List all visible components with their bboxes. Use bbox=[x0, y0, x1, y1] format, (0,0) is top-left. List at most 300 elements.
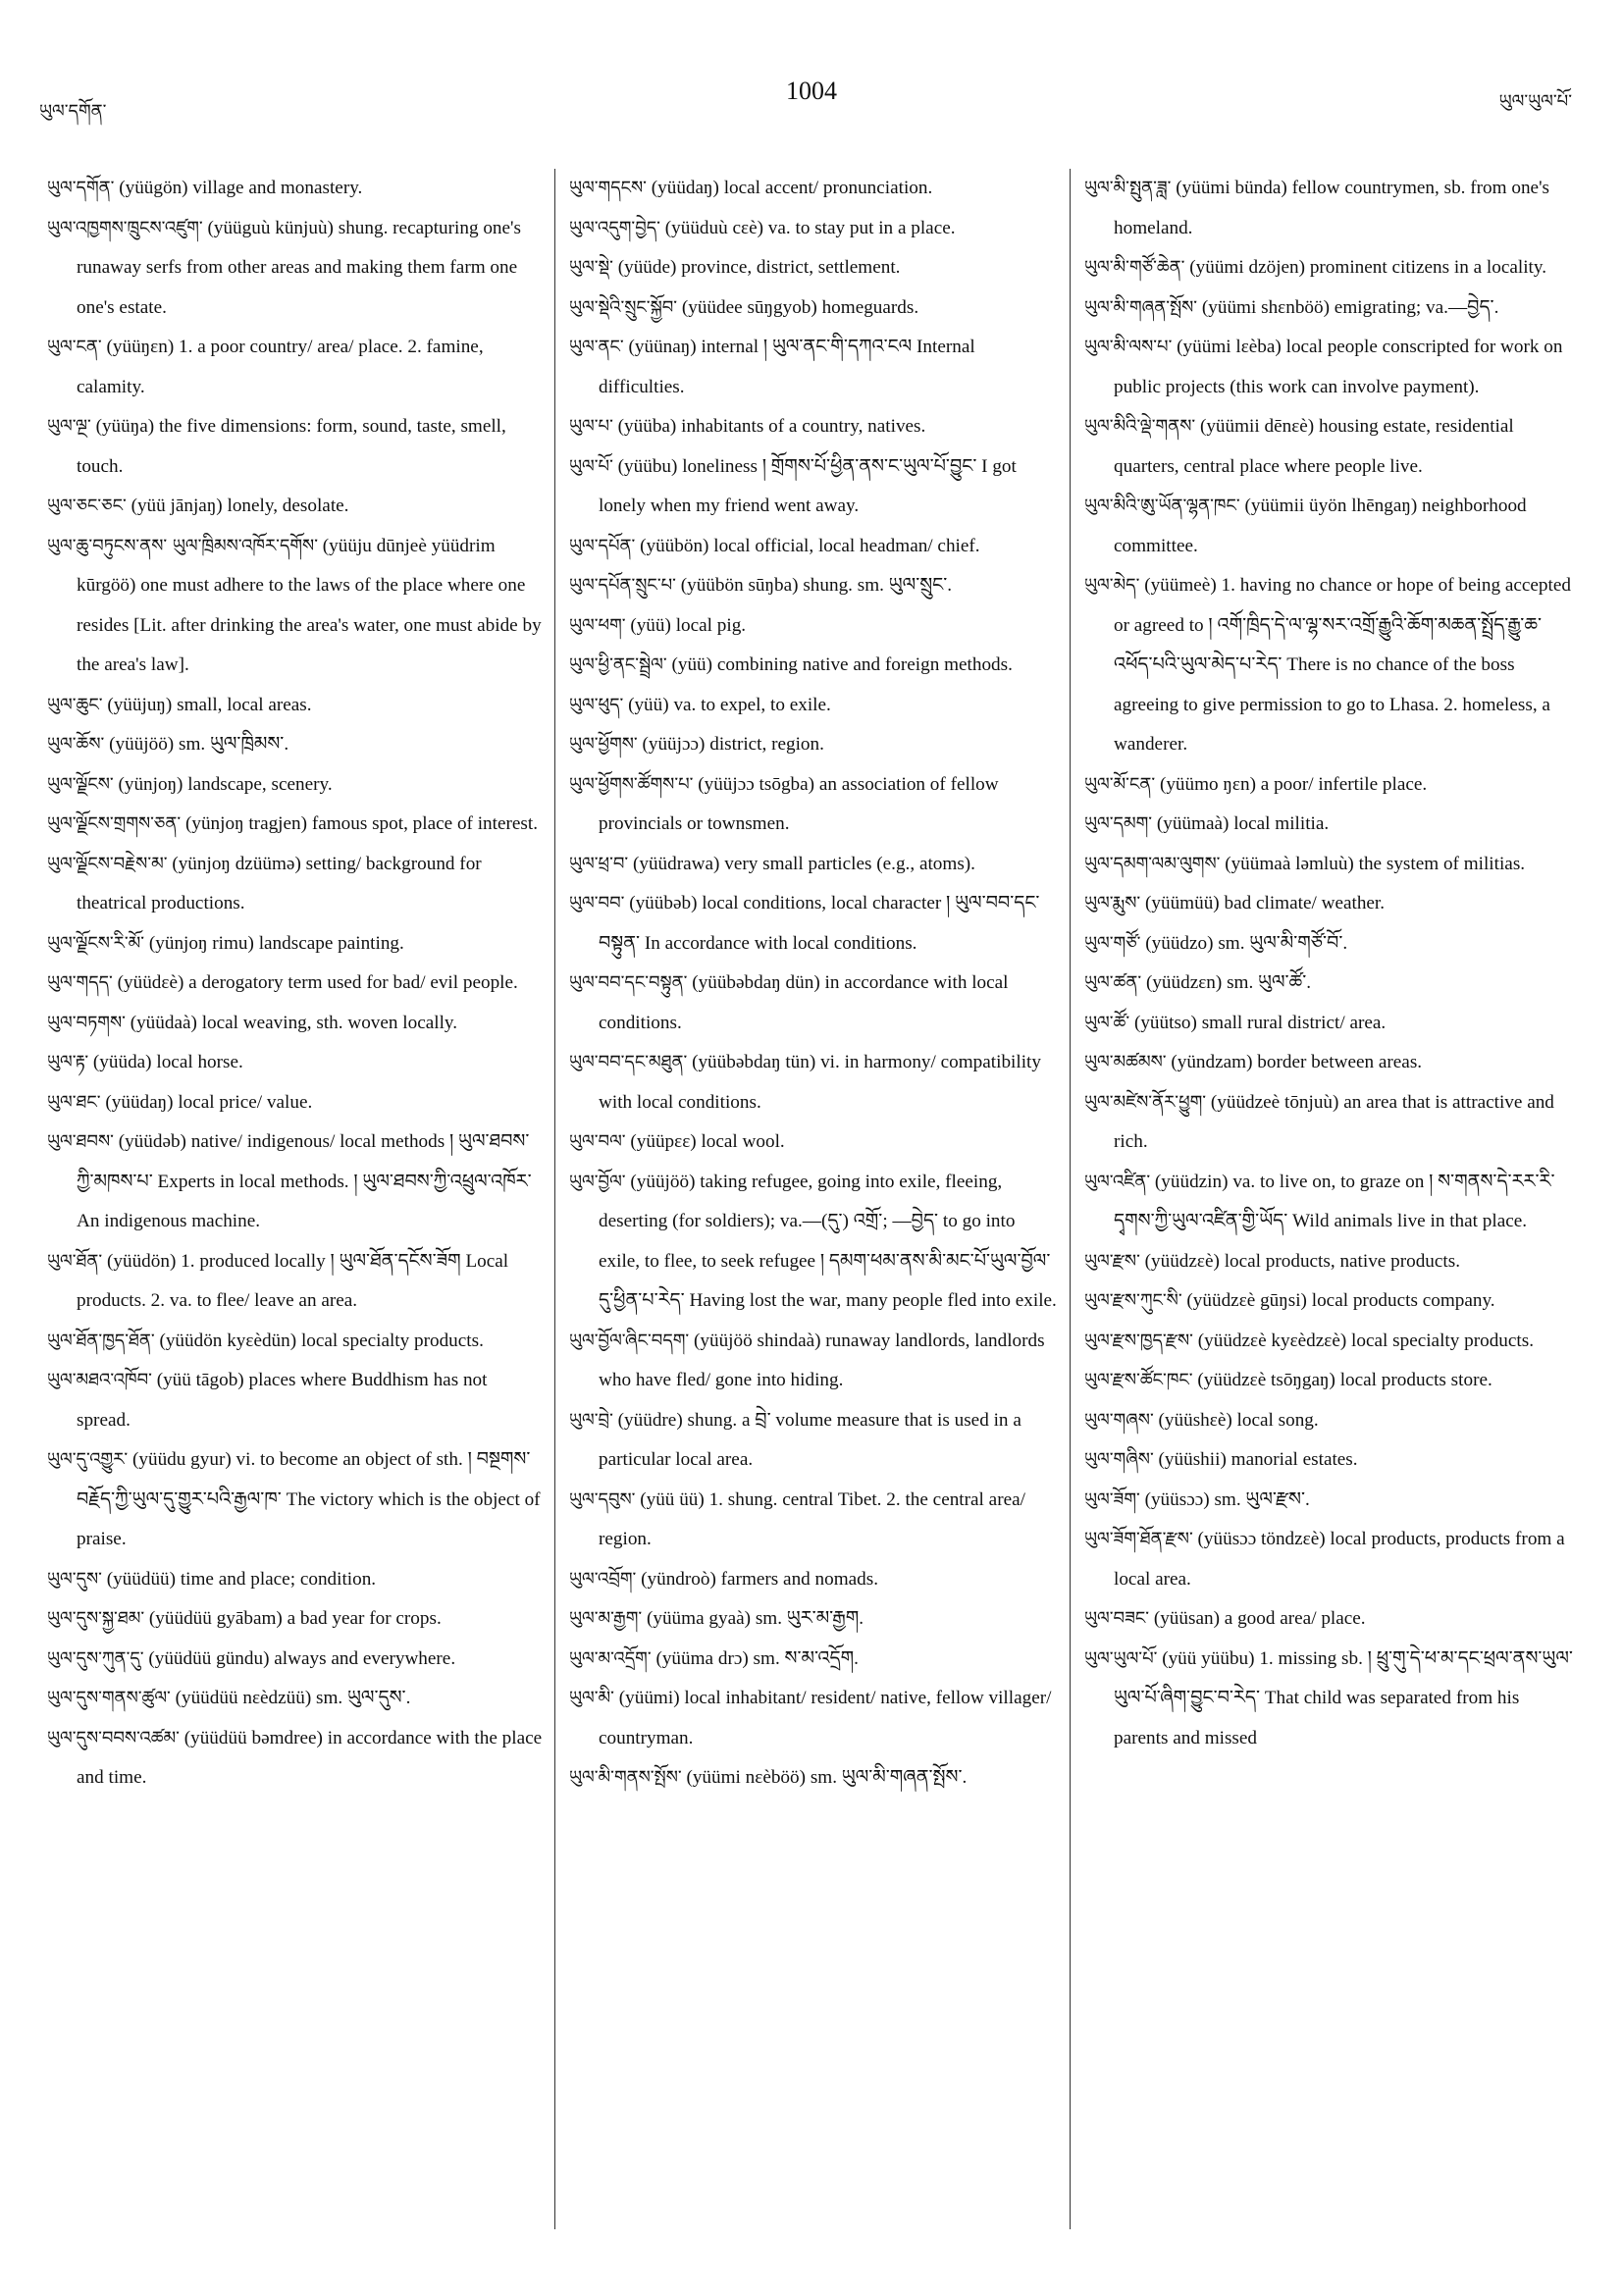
entry-headword-tibetan: ཡུལ་དམག་ལམ་ལུགས་ bbox=[1084, 853, 1221, 874]
dictionary-entry bbox=[1084, 1322, 1575, 1362]
entry-romanization: (yüümi lɛèba) bbox=[1177, 337, 1282, 357]
dictionary-entry bbox=[47, 1322, 545, 1362]
entry-headword-tibetan: ཡུལ་དམག་ bbox=[1084, 813, 1153, 834]
entry-romanization: (yüüdzɛè) bbox=[1144, 1250, 1220, 1272]
entry-romanization: (yüüduù cɛè) bbox=[664, 217, 763, 238]
entry-headword-tibetan: ཡུལ་དུས་སྐྱ་ཐམ་ bbox=[47, 1608, 145, 1629]
dictionary-entry bbox=[569, 725, 1060, 765]
dictionary-entry bbox=[47, 169, 545, 209]
entry-romanization: (yüüda) bbox=[92, 1052, 152, 1072]
entry-headword-tibetan: ཡུལ་རྫས་ཁྱད་རྫས་ bbox=[1084, 1330, 1193, 1351]
entry-headword-tibetan: ཡུལ་ལྗོངས་གྲགས་ཅན་ bbox=[47, 813, 182, 834]
entry-headword-tibetan: ཡུལ་འཛིན་ bbox=[1084, 1171, 1151, 1192]
entry-headword-tibetan: ཡུལ་རྟ་ bbox=[47, 1052, 89, 1072]
dictionary-entry bbox=[1084, 1520, 1575, 1599]
entry-romanization: (yüü üü) bbox=[640, 1488, 705, 1510]
dictionary-entry bbox=[569, 288, 1060, 329]
dictionary-entry bbox=[47, 1599, 545, 1640]
dictionary-entry bbox=[569, 1481, 1060, 1560]
entry-headword-tibetan: ཡུལ་ཆུ་བཏུངས་ནས་ ཡུལ་ཁྲིམས་འཁོར་དགོས་ bbox=[47, 535, 318, 556]
entry-definition: sm. ཡུར་མ་རྒྱག. bbox=[755, 1608, 864, 1629]
entry-definition: shung. recapturing one's runaway serfs from other areas and making them farm one one's estate. bbox=[77, 217, 521, 318]
entry-romanization: (yüü tāgob) bbox=[156, 1370, 244, 1390]
dictionary-entry bbox=[1084, 328, 1575, 407]
entry-headword-tibetan: ཡུལ་གདངས་ bbox=[569, 178, 647, 198]
column-1 bbox=[39, 169, 554, 2229]
entry-headword-tibetan: ཡུལ་དུ་འགྱུར་ bbox=[47, 1449, 129, 1470]
dictionary-entry bbox=[1084, 1361, 1575, 1401]
dictionary-entry bbox=[47, 1719, 545, 1799]
entry-headword-tibetan: ཡུལ་ཆུང་ bbox=[47, 694, 103, 715]
entry-definition: village and monastery. bbox=[192, 178, 363, 198]
entry-romanization: (yüüju dūnjeè yüüdrim kūrgöö) bbox=[77, 535, 496, 596]
entry-definition: taking refugee, going into exile, fleeing, deserting (for soldiers); va.—(དུ་) འགྲོ་; —བྱེད་ to go into exile, to flee, to seek refugee ། དམག་ཕམ་ནས་མི་མང་པོ་ཡུལ་བྱོལ་དུ་ཕྱིན་པ་རེད་ Having lost the war, many people fled into exile. bbox=[599, 1171, 1057, 1311]
dictionary-entry bbox=[47, 765, 545, 806]
entry-romanization: (yüüdəb) bbox=[118, 1131, 186, 1152]
entry-headword-tibetan: ཡུལ་མིའི་ལྡེ་གནས་ bbox=[1084, 416, 1196, 437]
entry-definition: va. to stay put in a place. bbox=[767, 217, 956, 238]
entry-definition: local wool. bbox=[701, 1131, 785, 1152]
entry-definition: one must adhere to the laws of the place where one resides [Lit. after drinking the area's water, one must abide by the area's law]. bbox=[77, 575, 542, 675]
entry-headword-tibetan: ཡུལ་པ་ bbox=[569, 416, 613, 437]
dictionary-entry bbox=[1084, 487, 1575, 566]
entry-definition: inhabitants of a country, natives. bbox=[681, 416, 926, 437]
entry-romanization: (yüübön) bbox=[640, 535, 709, 556]
dictionary-entry bbox=[569, 964, 1060, 1043]
entry-definition: prominent citizens in a locality. bbox=[1309, 257, 1547, 278]
entry-headword-tibetan: ཡུལ་ཕྱི་ནང་སྦྲེལ་ bbox=[569, 654, 667, 675]
header-right-headword: ཡུལ་ཡུལ་པོ་ bbox=[1498, 91, 1572, 112]
dictionary-entry bbox=[569, 646, 1060, 686]
entry-romanization: (yüüdzo) bbox=[1145, 932, 1214, 954]
entry-definition: local products, products from a local area. bbox=[1114, 1529, 1565, 1590]
entry-romanization: (yüümii üyön lhēngaŋ) bbox=[1244, 496, 1418, 516]
dictionary-entry bbox=[1084, 169, 1575, 248]
column-3 bbox=[1070, 169, 1585, 2229]
dictionary-entry bbox=[569, 1122, 1060, 1163]
entry-definition: va. to live on, to graze on ། ས་གནས་དེ་རར་རི་དྭགས་ཀྱི་ཡུལ་འཛིན་གྱི་ཡོད་ Wild animals live in that place. bbox=[1114, 1171, 1555, 1231]
entry-headword-tibetan: ཡུལ་བཟང་ bbox=[1084, 1608, 1150, 1629]
entry-definition: always and everywhere. bbox=[274, 1647, 456, 1669]
dictionary-entry bbox=[47, 328, 545, 407]
entry-romanization: (yüüpɛɛ) bbox=[630, 1131, 697, 1152]
entry-romanization: (yüüdzɛè tsōŋgaŋ) bbox=[1197, 1370, 1335, 1390]
entry-definition: emigrating; va.—བྱེད་. bbox=[1334, 296, 1499, 318]
entry-headword-tibetan: ཡུལ་རྨུས་ bbox=[1084, 893, 1141, 913]
entry-definition: sm. ཡུལ་དུས་. bbox=[316, 1688, 411, 1708]
dictionary-entry bbox=[1084, 1281, 1575, 1322]
entry-romanization: (yüüdu gyur) bbox=[132, 1449, 232, 1470]
entry-definition: landscape, scenery. bbox=[187, 773, 333, 795]
dictionary-entry bbox=[1084, 288, 1575, 329]
entry-definition: runaway landlords, landlords who have fled/ gone into hiding. bbox=[599, 1330, 1045, 1390]
entry-headword-tibetan: ཡུལ་བལ་ bbox=[569, 1131, 626, 1152]
entry-headword-tibetan: ཡུལ་ཕྱོགས་ bbox=[569, 734, 638, 755]
entry-romanization: (yüümii dēnɛè) bbox=[1199, 416, 1315, 437]
entry-romanization: (yüübön sūŋba) bbox=[680, 575, 799, 596]
entry-definition: local song. bbox=[1236, 1409, 1319, 1431]
entry-headword-tibetan: ཡུལ་འདུག་བྱེད་ bbox=[569, 217, 660, 238]
entry-romanization: (yüüma gyaà) bbox=[646, 1608, 752, 1629]
dictionary-entry bbox=[1084, 1242, 1575, 1282]
entry-romanization: (yüümi) bbox=[618, 1688, 680, 1708]
entry-definition: housing estate, residential quarters, central place where people live. bbox=[1114, 416, 1514, 477]
dictionary-entry bbox=[47, 924, 545, 965]
entry-romanization: (yüüdaŋ) bbox=[105, 1091, 174, 1113]
dictionary-entry bbox=[1084, 964, 1575, 1004]
entry-headword-tibetan: ཡུལ་མི་ལས་པ་ bbox=[1084, 337, 1173, 357]
entry-definition: local pig. bbox=[675, 614, 747, 636]
dictionary-entry bbox=[47, 1640, 545, 1680]
entry-romanization: (yüütso) bbox=[1133, 1012, 1197, 1033]
header-left-headword: ཡུལ་དགོན་ bbox=[39, 101, 107, 122]
entry-headword-tibetan: ཡུལ་འབྲོག་ bbox=[569, 1568, 637, 1590]
dictionary-entry bbox=[1084, 1599, 1575, 1640]
entry-romanization: (yüümeè) bbox=[1144, 575, 1217, 596]
entry-headword-tibetan: ཡུལ་མ་རྒྱག་ bbox=[569, 1608, 643, 1629]
entry-headword-tibetan: ཡུལ་གཞས་ bbox=[1084, 1409, 1154, 1431]
entry-definition: landscape painting. bbox=[258, 932, 404, 954]
entry-definition: local accent/ pronunciation. bbox=[723, 178, 933, 198]
entry-definition: bad climate/ weather. bbox=[1224, 893, 1386, 913]
dictionary-entry bbox=[569, 566, 1060, 606]
page-number: 1004 bbox=[786, 77, 837, 105]
dictionary-entry bbox=[1084, 1083, 1575, 1163]
entry-romanization: (yüüsɔɔ) bbox=[1144, 1488, 1210, 1510]
entry-headword-tibetan: ཡུལ་རྫས་ bbox=[1084, 1250, 1140, 1272]
entry-definition: local products, native products. bbox=[1224, 1250, 1460, 1272]
entry-romanization: (yüü yüübu) bbox=[1162, 1647, 1255, 1669]
entry-definition: sm. ཡུལ་ཁྲིམས་. bbox=[178, 734, 289, 755]
entry-headword-tibetan: ཡུལ་མཐའ་འཁོབ་ bbox=[47, 1370, 152, 1390]
entry-headword-tibetan: ཡུལ་ལྗོངས་ bbox=[47, 773, 114, 795]
entry-headword-tibetan: ཡུལ་བབ་དང་མཐུན་ bbox=[569, 1052, 688, 1072]
entry-definition: a derogatory term used for bad/ evil people. bbox=[188, 972, 518, 993]
dictionary-entry bbox=[1084, 1481, 1575, 1521]
entry-headword-tibetan: ཡུལ་ལྗོངས་རི་མོ་ bbox=[47, 932, 145, 954]
dictionary-entry bbox=[47, 1043, 545, 1083]
dictionary-entry bbox=[47, 725, 545, 765]
entry-definition: homeguards. bbox=[821, 296, 919, 318]
dictionary-entry bbox=[47, 1242, 545, 1322]
entry-definition: sm. ཡུལ་ཚོ་. bbox=[1227, 972, 1312, 993]
entry-headword-tibetan: ཡུལ་ཕུད་ bbox=[569, 694, 624, 715]
entry-romanization: (yüümo ŋɛn) bbox=[1159, 773, 1256, 795]
entry-romanization: (yüü) bbox=[630, 614, 671, 636]
dictionary-entry bbox=[569, 328, 1060, 407]
entry-headword-tibetan: ཡུལ་མིའི་ཨུ་ཡོན་ལྷན་ཁང་ bbox=[1084, 496, 1240, 516]
entry-romanization: (yüüdüü gündu) bbox=[148, 1647, 270, 1669]
entry-headword-tibetan: ཡུལ་ནང་ bbox=[569, 337, 624, 357]
entry-headword-tibetan: ཡུལ་མཚམས་ bbox=[1084, 1052, 1167, 1072]
entry-definition: loneliness ། གྲོགས་པོ་ཕྱིན་ནས་ང་ཡུལ་པོ་བྱུང་ I got lonely when my friend went away. bbox=[599, 455, 1017, 516]
entry-headword-tibetan: ཡུལ་གདད་ bbox=[47, 972, 113, 993]
entry-romanization: (yüüdaŋ) bbox=[651, 178, 719, 198]
entry-definition: local people conscripted for work on public projects (this work can involve payment). bbox=[1114, 337, 1563, 397]
entry-headword-tibetan: ཡུལ་མི་སྤུན་ཟླ་ bbox=[1084, 178, 1172, 198]
entry-headword-tibetan: ཡུལ་དཔོན་སྲུང་པ་ bbox=[569, 575, 676, 596]
dictionary-entry bbox=[569, 884, 1060, 964]
entry-definition: 1. having no chance or hope of being accepted or agreed to ། འགོ་ཁྲིད་དེ་ལ་ལྷ་སར་འགྲོ་རྒྱུའི་ཆོག་མཆན་སྤྲོད་རྒྱུ་ཆ་འཕོད་པའི་ཡུལ་མེད་པ་རེད་ There is no chance of the boss agreeing to give permission to go to Lhasa. 2. homeless, a wanderer. bbox=[1114, 575, 1571, 755]
entry-definition: the system of militias. bbox=[1358, 853, 1526, 874]
entry-headword-tibetan: ཡུལ་ཐོན་ཁྱད་ཐོན་ bbox=[47, 1330, 155, 1351]
dictionary-entry bbox=[1084, 1440, 1575, 1481]
entry-romanization: (yüünaŋ) bbox=[628, 337, 697, 357]
entry-headword-tibetan: ཡུལ་ཟོག་ bbox=[1084, 1488, 1140, 1510]
entry-romanization: (yüüŋa) bbox=[95, 416, 155, 437]
entry-headword-tibetan: ཡུལ་ཐབས་ bbox=[47, 1131, 114, 1152]
entry-headword-tibetan: ཡུལ་མི་གཞན་སྤོས་ bbox=[1084, 296, 1198, 318]
entry-headword-tibetan: ཡུལ་ལྗོངས་བརྗེས་མ་ bbox=[47, 853, 168, 874]
entry-romanization: (yüüdzeè tōnjuù) bbox=[1210, 1091, 1339, 1113]
entry-definition: province, district, settlement. bbox=[681, 257, 901, 278]
entry-romanization: (yüüdɛè) bbox=[117, 972, 184, 993]
entry-headword-tibetan: ཡུལ་ལྔ་ bbox=[47, 416, 91, 437]
dictionary-entry bbox=[1084, 1640, 1575, 1759]
dictionary-entry bbox=[569, 1599, 1060, 1640]
entry-definition: time and place; condition. bbox=[180, 1568, 377, 1590]
entry-headword-tibetan: ཡུལ་ཚོ་ bbox=[1084, 1012, 1130, 1033]
entry-definition: local weaving, sth. woven locally. bbox=[201, 1012, 458, 1033]
entry-romanization: (yüübəb) bbox=[629, 893, 698, 913]
dictionary-entry bbox=[569, 248, 1060, 288]
dictionary-entry bbox=[569, 447, 1060, 527]
entry-definition: in accordance with local conditions. bbox=[599, 972, 1009, 1033]
entry-romanization: (yüümi dzöjen) bbox=[1189, 257, 1306, 278]
dictionary-entry bbox=[1084, 1163, 1575, 1242]
entry-headword-tibetan: ཡུལ་ཅང་ཅང་ bbox=[47, 496, 127, 516]
entry-romanization: (yüü jānjaŋ) bbox=[131, 496, 223, 516]
dictionary-entry bbox=[569, 845, 1060, 885]
entry-romanization: (yünjoŋ tragjen) bbox=[184, 813, 308, 834]
entry-definition: sm. ས་མ་འདྲོག. bbox=[753, 1647, 859, 1669]
entry-headword-tibetan: ཡུལ་མི་གནས་སྤོས་ bbox=[569, 1767, 682, 1788]
entry-headword-tibetan: ཡུལ་རྫས་ཚོང་ཁང་ bbox=[1084, 1370, 1193, 1390]
entry-romanization: (yüüsan) bbox=[1153, 1608, 1220, 1629]
dictionary-entry bbox=[1084, 884, 1575, 924]
dictionary-entry bbox=[569, 686, 1060, 726]
entry-headword-tibetan: ཡུལ་བབ་དང་བསྟུན་ bbox=[569, 972, 688, 993]
entry-romanization: (yüümaà ləmluù) bbox=[1225, 853, 1354, 874]
entry-headword-tibetan: ཡུལ་དུས་གནས་ཚུལ་ bbox=[47, 1688, 171, 1708]
entry-definition: shung. a བྲེ་ volume measure that is used in a particular local area. bbox=[599, 1409, 1021, 1470]
dictionary-entry bbox=[47, 407, 545, 487]
dictionary-entry bbox=[569, 1758, 1060, 1799]
entry-romanization: (yünjoŋ) bbox=[118, 773, 183, 795]
entry-definition: an area that is attractive and rich. bbox=[1114, 1091, 1554, 1152]
entry-headword-tibetan: ཡུལ་དབུས་ bbox=[569, 1488, 636, 1510]
entry-headword-tibetan: ཡུལ་གཞིས་ bbox=[1084, 1449, 1154, 1470]
entry-definition: a poor/ infertile place. bbox=[1260, 773, 1428, 795]
entry-romanization: (yüümi shɛnböö) bbox=[1201, 296, 1330, 318]
dictionary-entry bbox=[47, 686, 545, 726]
entry-romanization: (yüüdüü nɛèdzüü) bbox=[175, 1688, 312, 1708]
entry-headword-tibetan: ཡུལ་ཟོག་ཐོན་རྫས་ bbox=[1084, 1529, 1193, 1549]
entry-definition: local horse. bbox=[156, 1052, 243, 1072]
dictionary-entry bbox=[47, 487, 545, 527]
entry-definition: an association of fellow provincials or townsmen. bbox=[599, 773, 999, 834]
dictionary-entry bbox=[1084, 248, 1575, 288]
entry-definition: border between areas. bbox=[1257, 1052, 1423, 1072]
entry-definition: 1. a poor country/ area/ place. 2. famine, calamity. bbox=[77, 337, 484, 397]
page-header bbox=[0, 69, 1623, 128]
entry-romanization: (yüüdüü gyābam) bbox=[148, 1608, 283, 1629]
entry-romanization: (yüüdzin) bbox=[1154, 1171, 1229, 1192]
entry-romanization: (yünjoŋ dzüümə) bbox=[172, 853, 301, 874]
entry-headword-tibetan: ཡུལ་ཕག་ bbox=[569, 614, 626, 636]
dictionary-entry bbox=[1084, 407, 1575, 487]
dictionary-entry bbox=[569, 1401, 1060, 1481]
entry-headword-tibetan: ཡུལ་སྡེ་ bbox=[569, 257, 613, 278]
dictionary-entry bbox=[1084, 924, 1575, 965]
entry-definition: small, local areas. bbox=[177, 694, 312, 715]
entry-definition: neighborhood committee. bbox=[1114, 496, 1527, 556]
dictionary-entry bbox=[1084, 1401, 1575, 1441]
entry-headword-tibetan: ཡུལ་ངན་ bbox=[47, 337, 102, 357]
entry-definition: local militia. bbox=[1233, 813, 1330, 834]
entry-definition: native/ indigenous/ local methods ། ཡུལ་ཐབས་ཀྱི་མཁས་པ་ Experts in local methods. ། ཡུལ་ཐབས་ཀྱི་འཕྲུལ་འཁོར་ An indigenous machine. bbox=[77, 1131, 532, 1231]
dictionary-entry bbox=[1084, 845, 1575, 885]
entry-definition: 1. produced locally ། ཡུལ་ཐོན་དངོས་ཟོག Local products. 2. va. to flee/ leave an area. bbox=[77, 1250, 509, 1311]
entry-definition: the five dimensions: form, sound, taste, smell, touch. bbox=[77, 416, 506, 477]
entry-headword-tibetan: ཡུལ་དུས་ཀུན་དུ་ bbox=[47, 1647, 144, 1669]
entry-definition: setting/ background for theatrical productions. bbox=[77, 853, 482, 913]
entry-headword-tibetan: ཡུལ་དུས་བབས་འཚམ་ bbox=[47, 1727, 180, 1748]
entry-romanization: (yüübu) bbox=[617, 455, 678, 477]
dictionary-entry bbox=[47, 805, 545, 845]
entry-definition: local official, local headman/ chief. bbox=[713, 535, 980, 556]
entry-romanization: (yüüŋɛn) bbox=[106, 337, 175, 357]
entry-definition: sm. ཡུལ་མི་གཙོ་བོ་. bbox=[1218, 932, 1348, 954]
entry-romanization: (yüü) bbox=[671, 654, 713, 675]
dictionary-entry bbox=[1084, 765, 1575, 806]
entry-romanization: (yüüshii) bbox=[1158, 1449, 1227, 1470]
entry-definition: local specialty products. bbox=[300, 1330, 484, 1351]
dictionary-entry bbox=[47, 1361, 545, 1440]
dictionary-entry bbox=[569, 1163, 1060, 1322]
dictionary-entry bbox=[47, 964, 545, 1004]
entry-definition: 1. missing sb. ། ཕྲུ་གུ་དེ་ཕ་མ་དང་ཕྲལ་ནས་ཡུལ་ཡུལ་པོ་ཞིག་བྱུང་བ་རེད་ That child was separated from his parents and missed bbox=[1114, 1647, 1573, 1748]
column-2 bbox=[554, 169, 1070, 2229]
dictionary-entry bbox=[569, 209, 1060, 249]
entry-definition: local inhabitant/ resident/ native, fellow villager/ countryman. bbox=[599, 1688, 1052, 1748]
dictionary-entry bbox=[569, 527, 1060, 567]
entry-headword-tibetan: ཡུལ་རྫས་ཀུང་སི་ bbox=[1084, 1290, 1182, 1311]
dictionary-entry bbox=[47, 1679, 545, 1719]
entry-headword-tibetan: ཡུལ་ཕྱོགས་ཚོགས་པ་ bbox=[569, 773, 694, 795]
entry-romanization: (yüübəbdaŋ dün) bbox=[692, 972, 820, 993]
entry-definition: local price/ value. bbox=[178, 1091, 313, 1113]
entry-romanization: (yüüguù künjuù) bbox=[207, 217, 334, 238]
entry-romanization: (yüümi bünda) bbox=[1176, 178, 1287, 198]
entry-definition: manorial estates. bbox=[1230, 1449, 1358, 1470]
dictionary-entry bbox=[47, 1122, 545, 1242]
entry-definition: combining native and foreign methods. bbox=[716, 654, 1013, 675]
entry-headword-tibetan: ཡུལ་མེད་ bbox=[1084, 575, 1140, 596]
entry-definition: in accordance with the place and time. bbox=[77, 1727, 543, 1788]
dictionary-columns bbox=[39, 169, 1586, 2229]
entry-romanization: (yündroò) bbox=[641, 1568, 716, 1590]
dictionary-entry bbox=[569, 1560, 1060, 1600]
dictionary-entry bbox=[47, 1560, 545, 1600]
entry-definition: internal ། ཡུལ་ནང་གི་དཀའ་ངལ Internal difficulties. bbox=[599, 337, 975, 397]
entry-definition: district, region. bbox=[709, 734, 824, 755]
entry-headword-tibetan: ཡུལ་མཛེས་ནོར་ཕྱུག་ bbox=[1084, 1091, 1207, 1113]
entry-headword-tibetan: ཡུལ་ཆོས་ bbox=[47, 734, 105, 755]
entry-romanization: (yüüdzɛè gūŋsi) bbox=[1186, 1290, 1307, 1311]
entry-headword-tibetan: ཡུལ་ཐང་ bbox=[47, 1091, 101, 1113]
dictionary-entry bbox=[1084, 1043, 1575, 1083]
entry-romanization: (yüüdee sūŋgyob) bbox=[681, 296, 817, 318]
entry-romanization: (yüüshɛè) bbox=[1158, 1409, 1232, 1431]
dictionary-entry bbox=[569, 765, 1060, 845]
dictionary-entry bbox=[47, 1440, 545, 1560]
entry-headword-tibetan: ཡུལ་ཕྲ་བ་ bbox=[569, 853, 629, 874]
entry-definition: lonely, desolate. bbox=[227, 496, 349, 516]
entry-headword-tibetan: ཡུལ་བྲེ་ bbox=[569, 1409, 613, 1431]
entry-romanization: (yüüsɔɔ töndzɛè) bbox=[1197, 1529, 1326, 1549]
dictionary-entry bbox=[47, 845, 545, 924]
entry-romanization: (yüüjöö) bbox=[630, 1171, 696, 1192]
entry-romanization: (yüüdüü) bbox=[106, 1568, 177, 1590]
dictionary-entry bbox=[569, 606, 1060, 647]
entry-romanization: (yüüdzɛè kyɛèdzɛè) bbox=[1197, 1330, 1347, 1351]
dictionary-entry bbox=[47, 1083, 545, 1123]
entry-definition: vi. to become an object of sth. ། བསྔགས་བརྗོད་ཀྱི་ཡུལ་དུ་གྱུར་པའི་རྒྱལ་ཁ་ The victory which is the object of praise. bbox=[77, 1449, 541, 1549]
entry-romanization: (yüüma drɔ) bbox=[655, 1647, 749, 1669]
entry-romanization: (yüüdre) bbox=[617, 1409, 683, 1431]
entry-headword-tibetan: ཡུལ་བྱོལ་ཞིང་བདག་ bbox=[569, 1330, 690, 1351]
entry-headword-tibetan: ཡུལ་མི་ bbox=[569, 1688, 614, 1708]
dictionary-entry bbox=[569, 169, 1060, 209]
entry-headword-tibetan: ཡུལ་འཁྱགས་ཁྲུངས་འཛུག་ bbox=[47, 217, 203, 238]
entry-headword-tibetan: ཡུལ་བྱོལ་ bbox=[569, 1171, 626, 1192]
entry-romanization: (yüüba) bbox=[617, 416, 677, 437]
entry-headword-tibetan: ཡུལ་ཡུལ་པོ་ bbox=[1084, 1647, 1158, 1669]
dictionary-entry bbox=[569, 407, 1060, 447]
entry-definition: shung. sm. ཡུལ་སྲུང་. bbox=[803, 575, 953, 596]
dictionary-entry bbox=[47, 1004, 545, 1044]
entry-definition: famous spot, place of interest. bbox=[311, 813, 538, 834]
entry-romanization: (yüüdzɛn) bbox=[1145, 972, 1223, 993]
entry-headword-tibetan: ཡུལ་གཙོ་ bbox=[1084, 932, 1141, 954]
entry-romanization: (yünjoŋ rimu) bbox=[148, 932, 254, 954]
dictionary-entry bbox=[569, 1679, 1060, 1758]
entry-definition: local products company. bbox=[1311, 1290, 1495, 1311]
dictionary-entry bbox=[1084, 805, 1575, 845]
entry-romanization: (yüüdön) bbox=[107, 1250, 177, 1272]
dictionary-entry bbox=[569, 1640, 1060, 1680]
entry-romanization: (yüüjöö) bbox=[109, 734, 175, 755]
entry-definition: local products store. bbox=[1339, 1370, 1492, 1390]
entry-romanization: (yüüdüü bəmdree) bbox=[183, 1727, 323, 1748]
dictionary-entry bbox=[1084, 1004, 1575, 1044]
entry-headword-tibetan: ཡུལ་ཚན་ bbox=[1084, 972, 1142, 993]
entry-romanization: (yüüdön kyɛèdün) bbox=[159, 1330, 297, 1351]
entry-romanization: (yüüdrawa) bbox=[632, 853, 720, 874]
entry-definition: small rural district/ area. bbox=[1201, 1012, 1387, 1033]
entry-romanization: (yüümüü) bbox=[1145, 893, 1220, 913]
entry-headword-tibetan: ཡུལ་མ་འདྲོག་ bbox=[569, 1647, 652, 1669]
entry-definition: a bad year for crops. bbox=[287, 1608, 442, 1629]
entry-definition: sm. ཡུལ་མི་གཞན་སྤོས་. bbox=[810, 1767, 968, 1788]
entry-headword-tibetan: ཡུལ་དུས་ bbox=[47, 1568, 102, 1590]
entry-romanization: (yüüjɔɔ tsōgba) bbox=[698, 773, 815, 795]
dictionary-entry bbox=[47, 527, 545, 686]
entry-definition: fellow countrymen, sb. from one's homeland. bbox=[1114, 178, 1549, 238]
entry-definition: local conditions, local character ། ཡུལ་བབ་དང་བསྟུན་ In accordance with local conditions. bbox=[599, 893, 1040, 954]
entry-headword-tibetan: ཡུལ་ཐོན་ bbox=[47, 1250, 103, 1272]
